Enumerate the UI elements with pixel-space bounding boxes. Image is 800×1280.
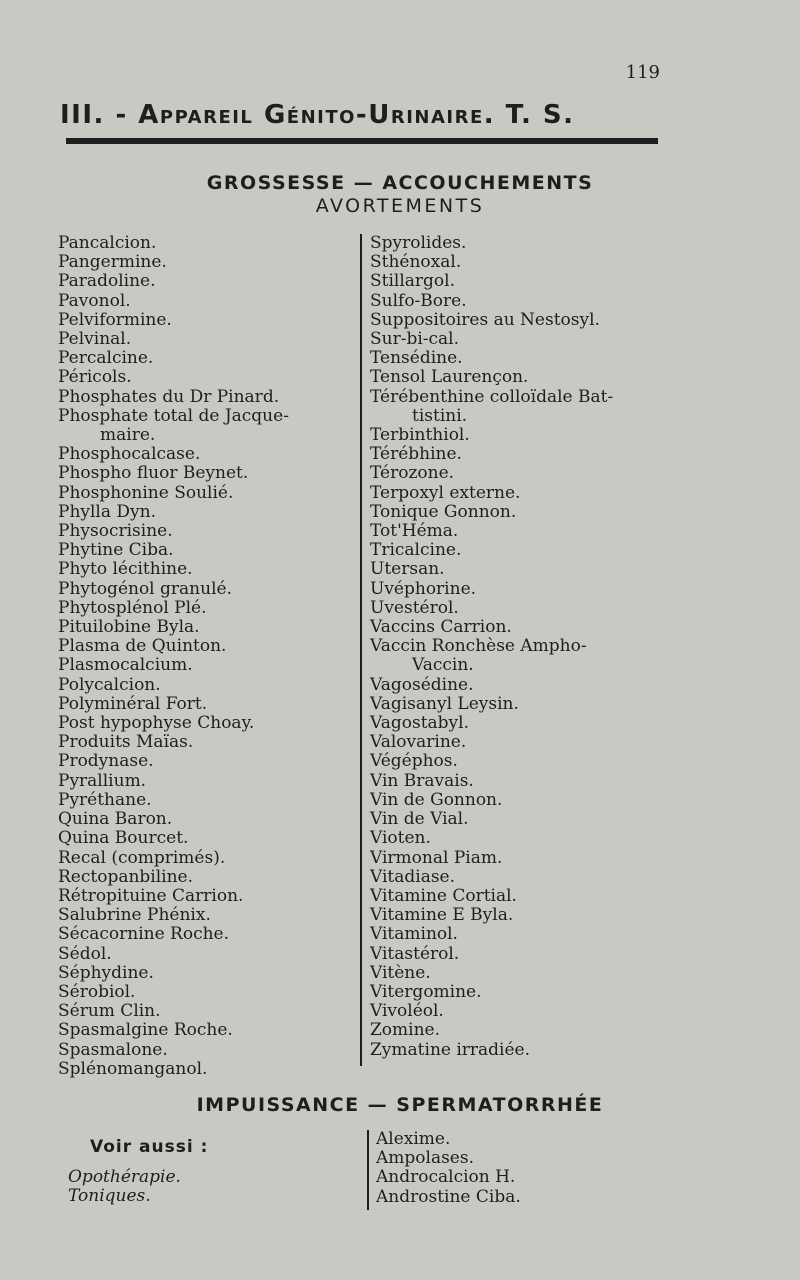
list-item: Sédol. [58,943,112,964]
list-item: Tonique Gonnon. [370,501,517,522]
list-item: tistini. [412,405,468,426]
see-also-references [68,1168,181,1206]
list-item: Sulfo-Bore. [370,290,467,311]
list-item: Percalcine. [58,348,154,369]
list-item: Post hypophyse Choay. [58,713,255,734]
list-item: Produits Maïas. [58,732,194,753]
section-subtitle-avortements: AVORTEMENTS [315,195,485,217]
list-item: Phosphates du Dr Pinard. [58,386,280,407]
list-item: Pyrallium. [58,770,147,791]
list-item: Valovarine. [370,732,467,753]
list-item: Vitamine Cortial. [370,885,517,906]
list-item: Androstine Ciba. [376,1186,521,1207]
list-item: Quina Baron. [58,809,173,830]
list-item: Paradoline. [58,271,156,292]
column-divider-impuissance [367,1130,369,1210]
list-item: Sécacornine Roche. [58,924,230,945]
list-item: Phosphonine Soulié. [58,482,234,503]
list-item: Polyminéral Fort. [58,693,208,714]
list-item: Pituilobine Byla. [58,617,200,638]
list-item: Phylla Dyn. [58,501,156,522]
list-item: Térozone. [370,463,455,484]
see-also-reference: Opothérapie. [68,1167,181,1187]
list-item: Vitène. [370,962,431,983]
list-item: Prodynase. [58,751,154,772]
chapter-title-rule [66,138,658,144]
list-item: Uvestérol. [370,597,459,618]
list-item: Vitamine E Byla. [370,905,514,926]
product-list-right [370,234,790,1060]
list-item: Spasmalgine Roche. [58,1020,233,1041]
list-item: Alexime. [376,1129,451,1149]
section-title-grossesse: GROSSESSE — ACCOUCHEMENTS [206,172,594,194]
list-item: Sthénoxal. [370,252,462,273]
list-item: Sérum Clin. [58,1001,161,1022]
list-item: Suppositoires au Nestosyl. [370,309,600,330]
list-item: Phosphate total de Jacque- [58,405,289,426]
list-item: Vin de Vial. [370,809,469,830]
list-item: Quina Bourcet. [58,828,189,849]
list-item: Androcalcion H. [376,1167,516,1188]
list-item: Terbinthiol. [370,425,470,446]
list-item: Splénomanganol. [58,1058,208,1079]
list-item: Vin Bravais. [370,770,474,791]
list-item: Pancalcion. [58,233,157,253]
list-item: Sur-bi-cal. [370,329,460,350]
list-item: Séphydine. [58,962,154,983]
list-item: Vitastérol. [370,943,460,964]
list-item: Terpoxyl externe. [370,482,521,503]
list-item: Ampolases. [376,1148,474,1169]
list-item: Vagostabyl. [370,713,469,734]
list-item: Plasma de Quinton. [58,636,227,657]
column-divider [360,234,362,1066]
list-item: Vagisanyl Leysin. [370,693,519,714]
list-item: Vaccins Carrion. [370,617,512,638]
list-item: maire. [100,425,156,446]
list-item: Utersan. [370,559,445,580]
list-item: Rectopanbiline. [58,866,194,887]
list-item: Spyrolides. [370,233,467,253]
list-item: Péricols. [58,367,132,388]
list-item: Rétropituine Carrion. [58,885,244,906]
list-item: Spasmalone. [58,1039,168,1060]
list-item: Phosphocalcase. [58,444,201,465]
list-item: Sérobiol. [58,981,136,1002]
list-item: Tensédine. [370,348,463,369]
list-item: Phospho fluor Beynet. [58,463,249,484]
list-item: Stillargol. [370,271,456,292]
list-item: Pangermine. [58,252,167,273]
list-item: Tot'Héma. [370,521,459,542]
list-item: Tricalcine. [370,540,462,561]
list-item: Térébhine. [370,444,462,465]
chapter-title: III. - Appareil Génito-Urinaire. T. S. [60,100,575,130]
list-item: Recal (comprimés). [58,847,226,868]
list-item: Polycalcion. [58,674,161,695]
list-item: Vin de Gonnon. [370,789,503,810]
list-item: Pelviformine. [58,309,172,330]
list-item: Uvéphorine. [370,578,477,599]
list-item: Vitergomine. [370,981,482,1002]
list-item: Vaccin Ronchèse Ampho- [370,636,587,657]
list-item: Végéphos. [370,751,458,772]
list-item: Physocrisine. [58,521,173,542]
list-item: Vitaminol. [370,924,458,945]
list-item: Phytosplénol Plé. [58,597,207,618]
impuissance-product-list [376,1130,776,1207]
list-item: Vagosédine. [370,674,474,695]
see-also-label: Voir aussi : [90,1137,209,1157]
list-item: Phyto lécithine. [58,559,193,580]
list-item: Pavonol. [58,290,131,311]
list-item: Vivoléol. [370,1001,444,1022]
product-list-left [58,234,348,1079]
list-item: Phytine Ciba. [58,540,174,561]
list-item: Virmonal Piam. [370,847,503,868]
list-item: Plasmocalcium. [58,655,193,676]
list-item: Vioten. [370,828,431,849]
list-item: Phytogénol granulé. [58,578,232,599]
page-number: 119 [625,62,660,83]
list-item: Térébenthine colloïdale Bat- [370,386,614,407]
list-item: Pyréthane. [58,789,152,810]
list-item: Vitadiase. [370,866,456,887]
list-item: Salubrine Phénix. [58,905,211,926]
list-item: Pelvinal. [58,329,132,350]
section-title-impuissance: IMPUISSANCE — SPERMATORRHÉE [196,1094,604,1116]
list-item: Vaccin. [412,655,474,676]
list-item: Zymatine irradiée. [370,1039,531,1060]
see-also-reference: Toniques. [68,1186,151,1207]
list-item: Zomine. [370,1020,441,1041]
list-item: Tensol Laurençon. [370,367,529,388]
